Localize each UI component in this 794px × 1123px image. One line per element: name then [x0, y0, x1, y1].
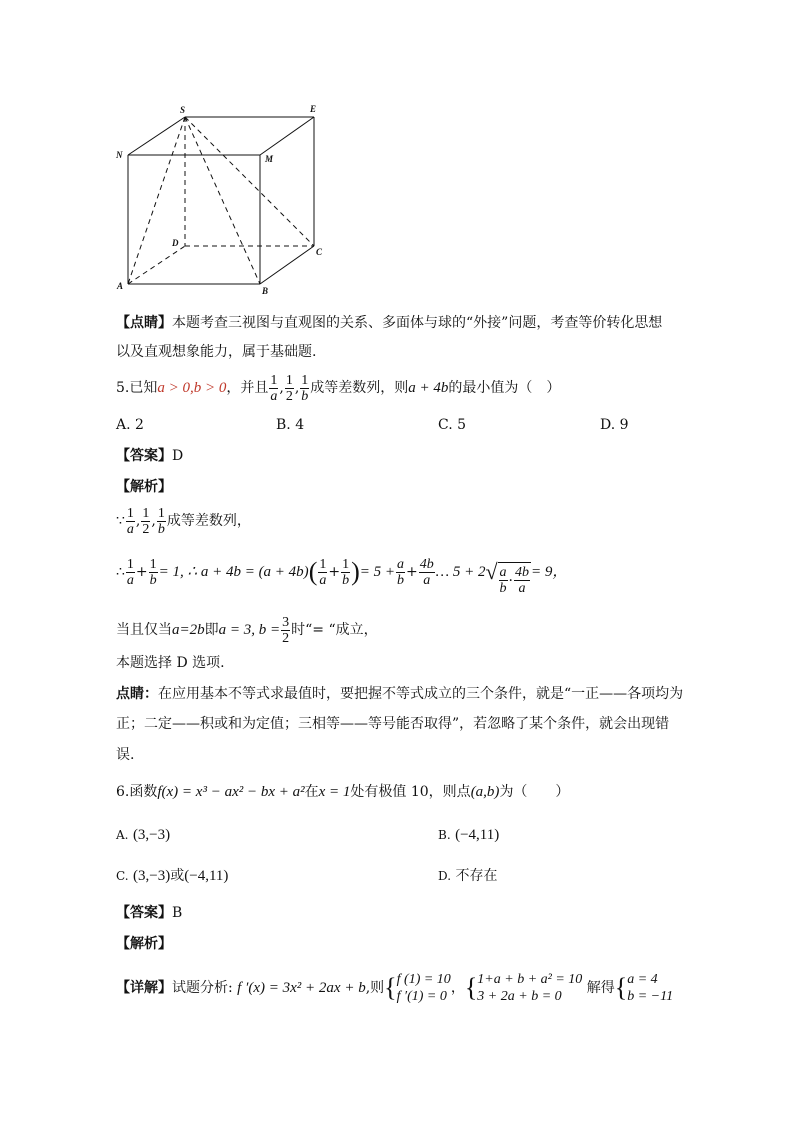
- label-D: D: [172, 238, 179, 248]
- q5-step1: ∵ $\frac{1}{a}$ , $\frac{1}{2}$ , $\frac{1}{b}$ 成等差数列，: [116, 505, 251, 537]
- label-M: M: [265, 154, 274, 164]
- q6-answer: 【答案】B: [116, 905, 183, 921]
- label-S: S: [180, 105, 186, 115]
- q5-step2: ∴ $\frac{1}{a}$ + $\frac{1}{b}$ = 1, ∴ a + 4b = (a + 4b)( $\frac{1}{a}$ + $\frac{1}{b}$ )= 5 + $\frac{a}{b}$ + $\frac{4b}{a}$ … 5 + 2√ $\frac{a}{b}$ · $\frac{4b}{a}$ = 9，: [116, 554, 567, 599]
- q5-analysis-tag: 【解析】: [116, 479, 172, 495]
- label-A: A: [117, 281, 124, 291]
- q5-note-line3: 误.: [116, 747, 135, 763]
- q6-detail: 【详解】试题分析: f ′(x) = 3x² + 2ax + b,则{ f (1) = 10 f ′(1) = 0 ，{ 1+a + b + a² = 10 3 + 2a + b = 0 解得{ a = 4 b = −11: [116, 972, 674, 1004]
- q5-note-line1: 点睛：在应用基本不等式求最值时，要把握不等式成立的三个条件，就是“一正——各项均为: [116, 686, 684, 702]
- q5-note-line2: 正；二定——积或和为定值；三相等——等号能否取得”，若忽略了某个条件，就会出现错: [116, 716, 670, 732]
- label-N: N: [116, 150, 123, 160]
- label-E: E: [310, 104, 317, 114]
- comment4-line2: 以及直观想象能力，属于基础题.: [116, 344, 317, 360]
- q5-option-d: D. 9: [600, 417, 629, 433]
- q6-option-b: B. (−4,11): [438, 827, 500, 843]
- q6-option-c: C. (3,−3)或(−4,11): [116, 868, 229, 884]
- q5-option-c: C. 5: [438, 417, 467, 433]
- q5-answer: 【答案】D: [116, 448, 184, 464]
- q5-option-a: A. 2: [116, 417, 144, 433]
- q5-step4: 本题选择 D 选项.: [116, 655, 225, 671]
- label-B: B: [262, 286, 269, 296]
- label-C: C: [316, 247, 323, 257]
- q6-stem: 6.函数f(x) = x³ − ax² − bx + a²在x = 1处有极值 10，则点(a,b)为（ ）: [116, 784, 570, 800]
- q5-step3: 当且仅当a=2b即a = 3, b = $\frac{3}{2}$ 时“= “成立，: [116, 614, 378, 646]
- q6-analysis-tag: 【解析】: [116, 936, 172, 952]
- pyramid-cube-figure: [110, 100, 340, 300]
- q6-option-a: A. (3,−3): [116, 827, 171, 843]
- q5-stem: 5.已知a > 0,b > 0，并且 $\frac{1}{a}$ , $\frac{1}{2}$ , $\frac{1}{b}$ 成等差数列，则a + 4b的最小值为（ ）: [116, 372, 561, 404]
- q6-option-d: D. 不存在: [438, 868, 498, 884]
- q6-derivative: f ′(x) = 3x² + 2ax + b: [237, 980, 366, 996]
- q5-option-b: B. 4: [276, 417, 305, 433]
- comment4-tag: 【点睛】: [116, 315, 172, 331]
- q5-condition: a > 0,b > 0: [157, 380, 227, 396]
- comment4-line1: 【点睛】本题考查三视图与直观图的关系、多面体与球的“外接”问题，考查等价转化思想: [116, 315, 663, 331]
